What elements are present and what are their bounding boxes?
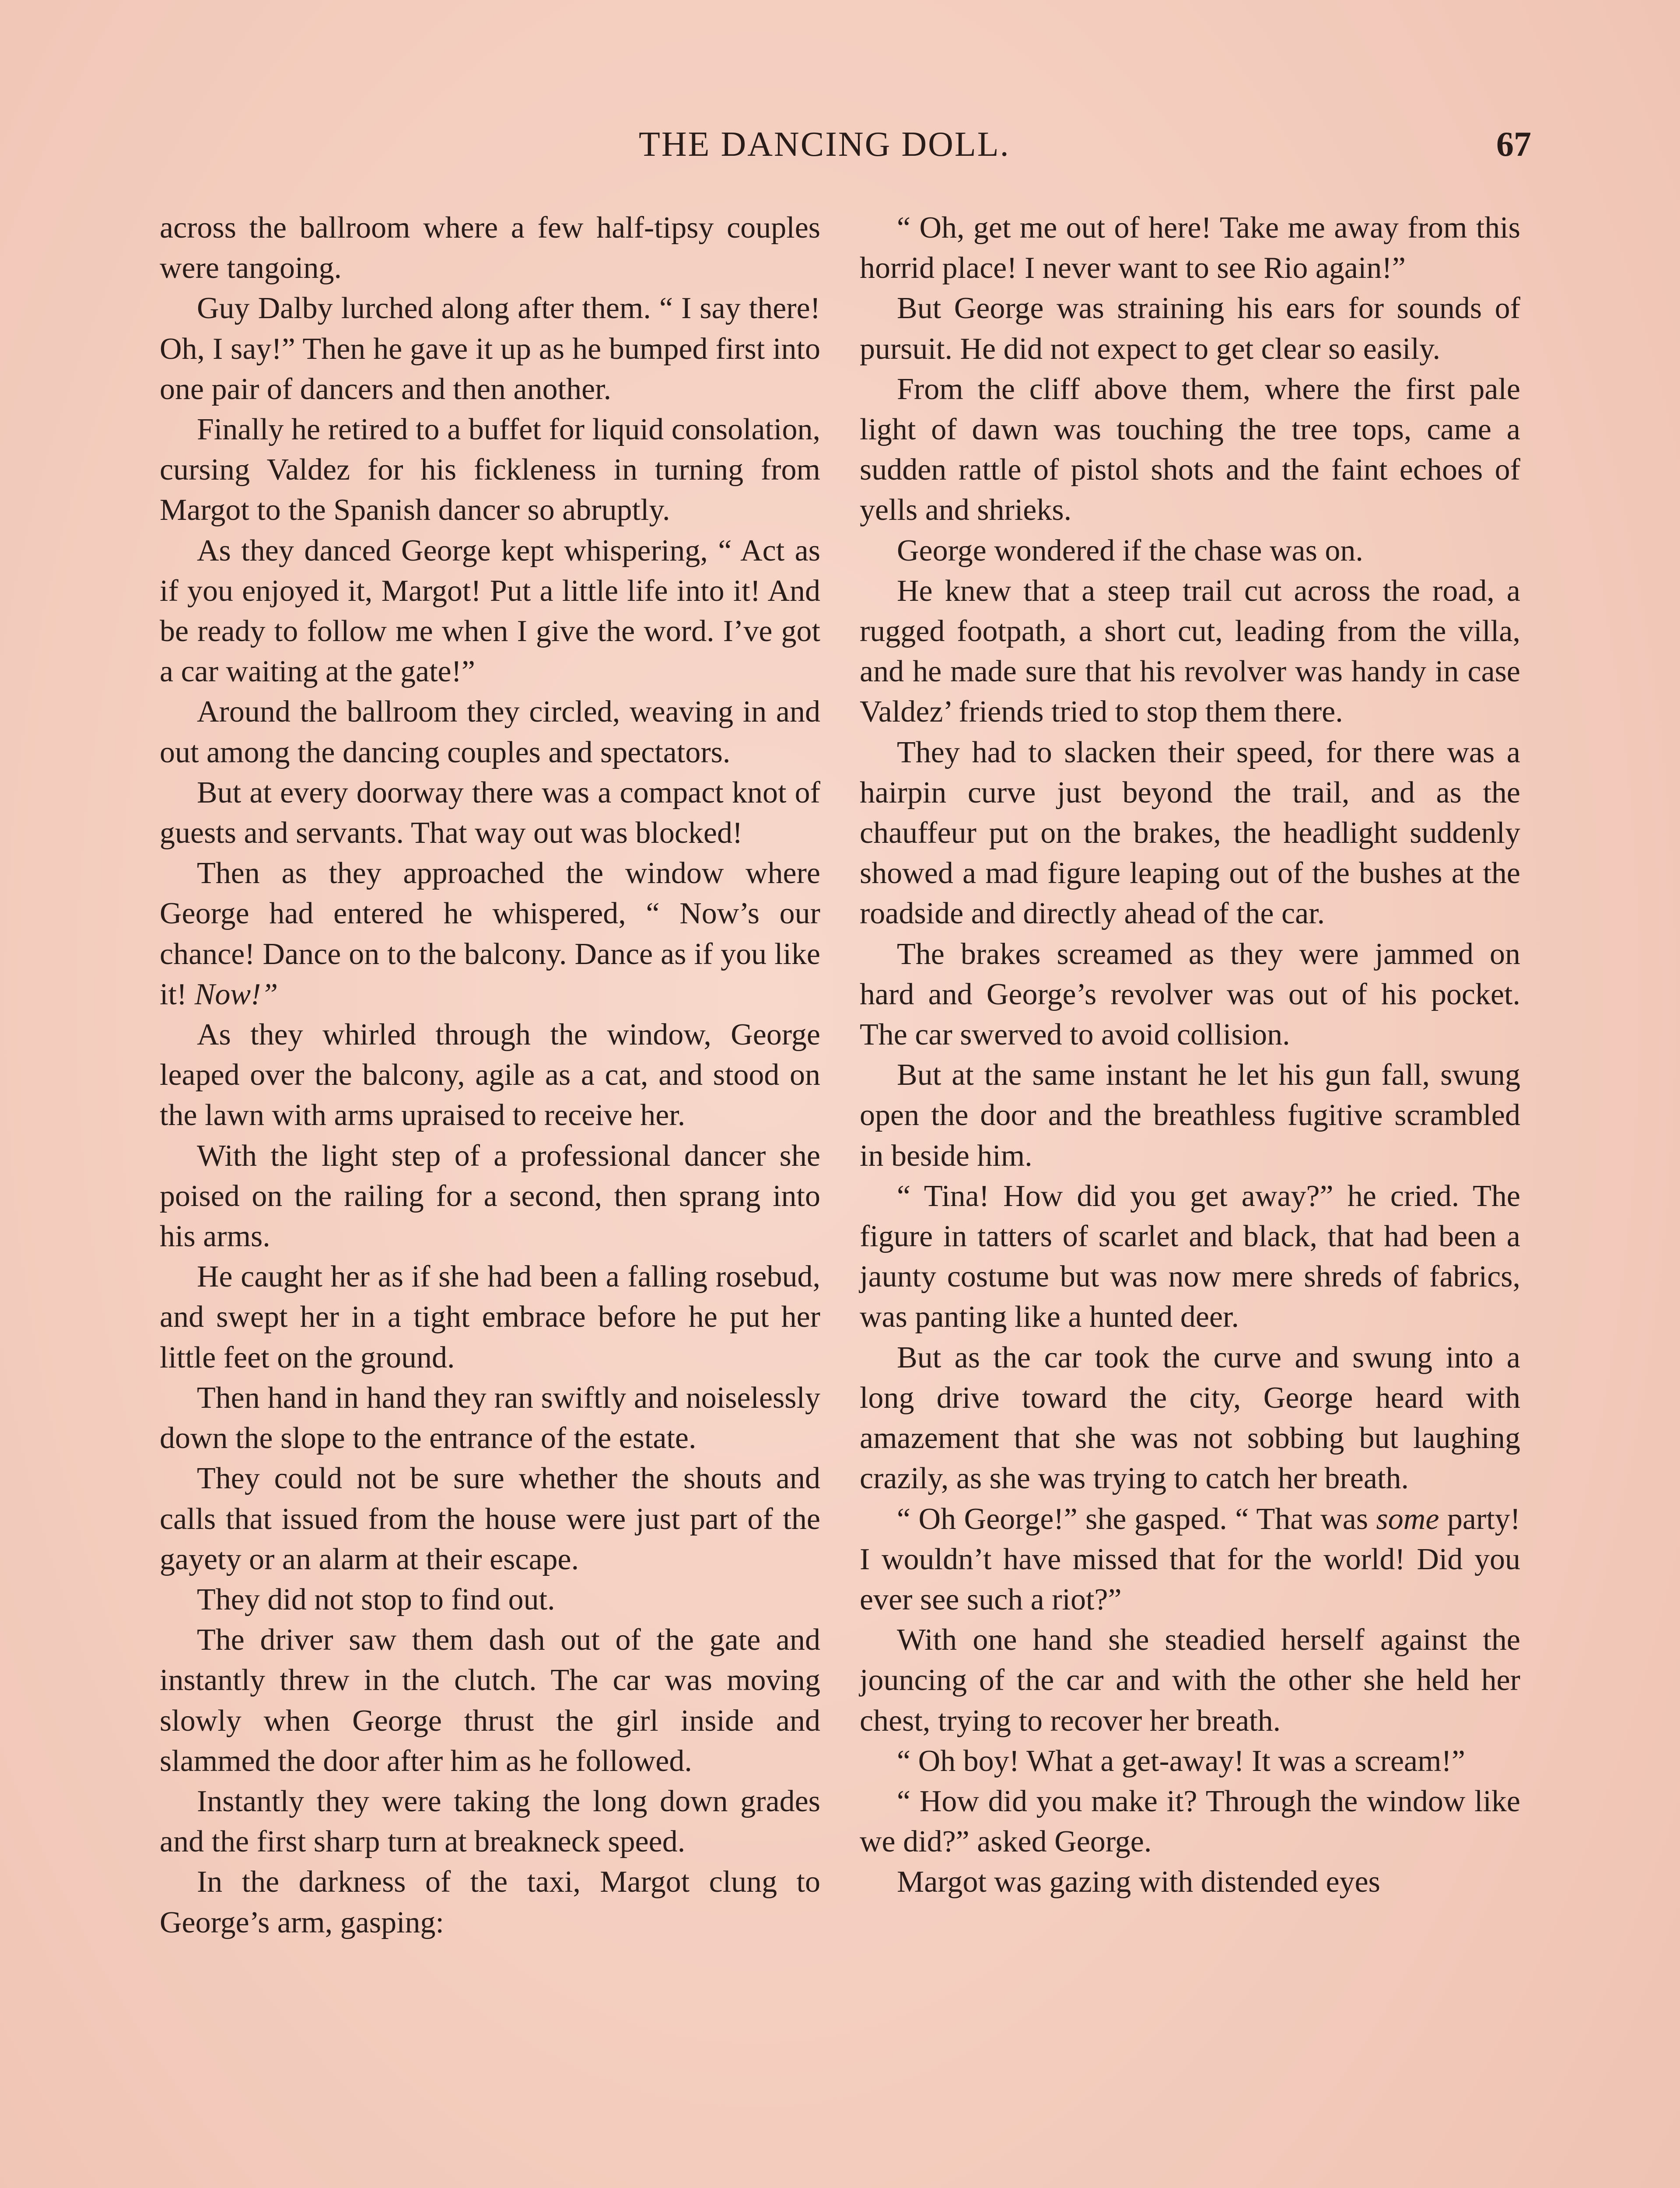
paragraph: They could not be sure whether the shouts and calls that issued from the house were just part of the gayety or an alarm at their escape.: [160, 1462, 820, 1576]
paragraph: As they danced George kept whispering, “ Act as if you enjoyed it, Margot! Put a little life into it! And be ready to follow me when I give the word. I’ve got a car waiting at the gate!”: [160, 533, 820, 689]
paragraph: “ Oh boy! What a get-away! It was a scream!”: [897, 1744, 1465, 1778]
paragraph: [860, 1499, 1520, 1620]
paragraph: But George was straining his ears for sounds of pursuit. He did not expect to get clear so easily.: [860, 291, 1520, 366]
paragraph-text: Then as they approached the window where George had entered he whispered, “ Now’s our chance! Dance on to the balcony. Dance as if you like it!: [160, 856, 820, 1011]
paragraph: Around the ballroom they circled, weaving in and out among the dancing couples and spectators.: [160, 695, 820, 769]
paragraph-text: party! I wouldn’t have missed that for the world! Did you ever see such a riot?”: [860, 1502, 1521, 1616]
paragraph: The driver saw them dash out of the gate and instantly threw in the clutch. The car was moving slowly when George thrust the girl inside and slammed the door after him as he followed.: [160, 1623, 820, 1778]
italic-word: some: [1376, 1502, 1439, 1536]
paragraph: [160, 853, 820, 1015]
paragraph: In the darkness of the taxi, Margot clung to George’s arm, gasping:: [160, 1865, 820, 1939]
paragraph: The brakes screamed as they were jammed on hard and George’s revolver was out of his pocket. The car swerved to avoid collision.: [860, 937, 1520, 1052]
paragraph: Instantly they were taking the long down grades and the first sharp turn at breakneck speed.: [160, 1784, 820, 1859]
paragraph: Margot was gazing with distended eyes: [897, 1865, 1380, 1899]
paragraph: They did not stop to find out.: [197, 1582, 555, 1616]
page-number: 67: [1496, 125, 1531, 164]
paragraph: With the light step of a professional dancer she poised on the railing for a second, then sprang into his arms.: [160, 1139, 820, 1254]
paragraph: Guy Dalby lurched along after them. “ I say there! Oh, I say!” Then he gave it up as he bumped first into one pair of dancers and then another.: [160, 291, 820, 406]
paragraph: He knew that a steep trail cut across the road, a rugged footpath, a short cut, leading from the villa, and he made sure that his revolver was handy in case Valdez’ friends tried to stop them there.: [860, 574, 1520, 729]
paragraph: They had to slacken their speed, for there was a hairpin curve just beyond the trail, and as the chauffeur put on the brakes, the headlight suddenly showed a mad figure leaping out of the bushes at the roadside and directly ahead of the car.: [860, 735, 1520, 931]
left-column: [160, 208, 820, 1943]
italic-word: Now!”: [194, 977, 278, 1011]
paragraph: As they whirled through the window, George leaped over the balcony, agile as a cat, and stood on the lawn with arms upraised to receive her.: [160, 1018, 820, 1133]
paragraph: But as the car took the curve and swung into a long drive toward the city, George heard with amazement that she was not sobbing but laughing crazily, as she was trying to catch her breath.: [860, 1340, 1520, 1496]
paragraph: Then hand in hand they ran swiftly and noiselessly down the slope to the entrance of the estate.: [160, 1381, 820, 1455]
right-column: [860, 208, 1520, 1903]
paragraph: “ Tina! How did you get away?” he cried. The figure in tatters of scarlet and black, that had been a jaunty costume but was now mere shreds of fabrics, was panting like a hunted deer.: [860, 1179, 1520, 1334]
paragraph: Finally he retired to a buffet for liquid consolation, cursing Valdez for his fickleness in turning from Margot to the Spanish dancer so abruptly.: [160, 413, 820, 527]
paragraph: From the cliff above them, where the first pale light of dawn was touching the tree tops, came a sudden rattle of pistol shots and the faint echoes of yells and shrieks.: [860, 372, 1520, 527]
paragraph: With one hand she steadied herself against the jouncing of the car and with the other she held her chest, trying to recover her breath.: [860, 1623, 1520, 1738]
paragraph-text: “ Oh George!” she gasped. “ That was: [897, 1502, 1368, 1536]
paragraph: across the ballroom where a few half-tipsy couples were tangoing.: [160, 211, 820, 285]
running-head: THE DANCING DOLL.: [639, 125, 1010, 164]
paragraph: “ How did you make it? Through the window like we did?” asked George.: [860, 1784, 1520, 1859]
paragraph: George wondered if the chase was on.: [897, 533, 1363, 568]
paragraph: “ Oh, get me out of here! Take me away from this horrid place! I never want to see Rio again!”: [860, 211, 1520, 285]
paragraph: But at every doorway there was a compact knot of guests and servants. That way out was blocked!: [160, 775, 820, 850]
paragraph: He caught her as if she had been a falling rosebud, and swept her in a tight embrace before he put her little feet on the ground.: [160, 1260, 820, 1375]
paragraph: But at the same instant he let his gun fall, swung open the door and the breathless fugitive scrambled in beside him.: [860, 1058, 1520, 1173]
